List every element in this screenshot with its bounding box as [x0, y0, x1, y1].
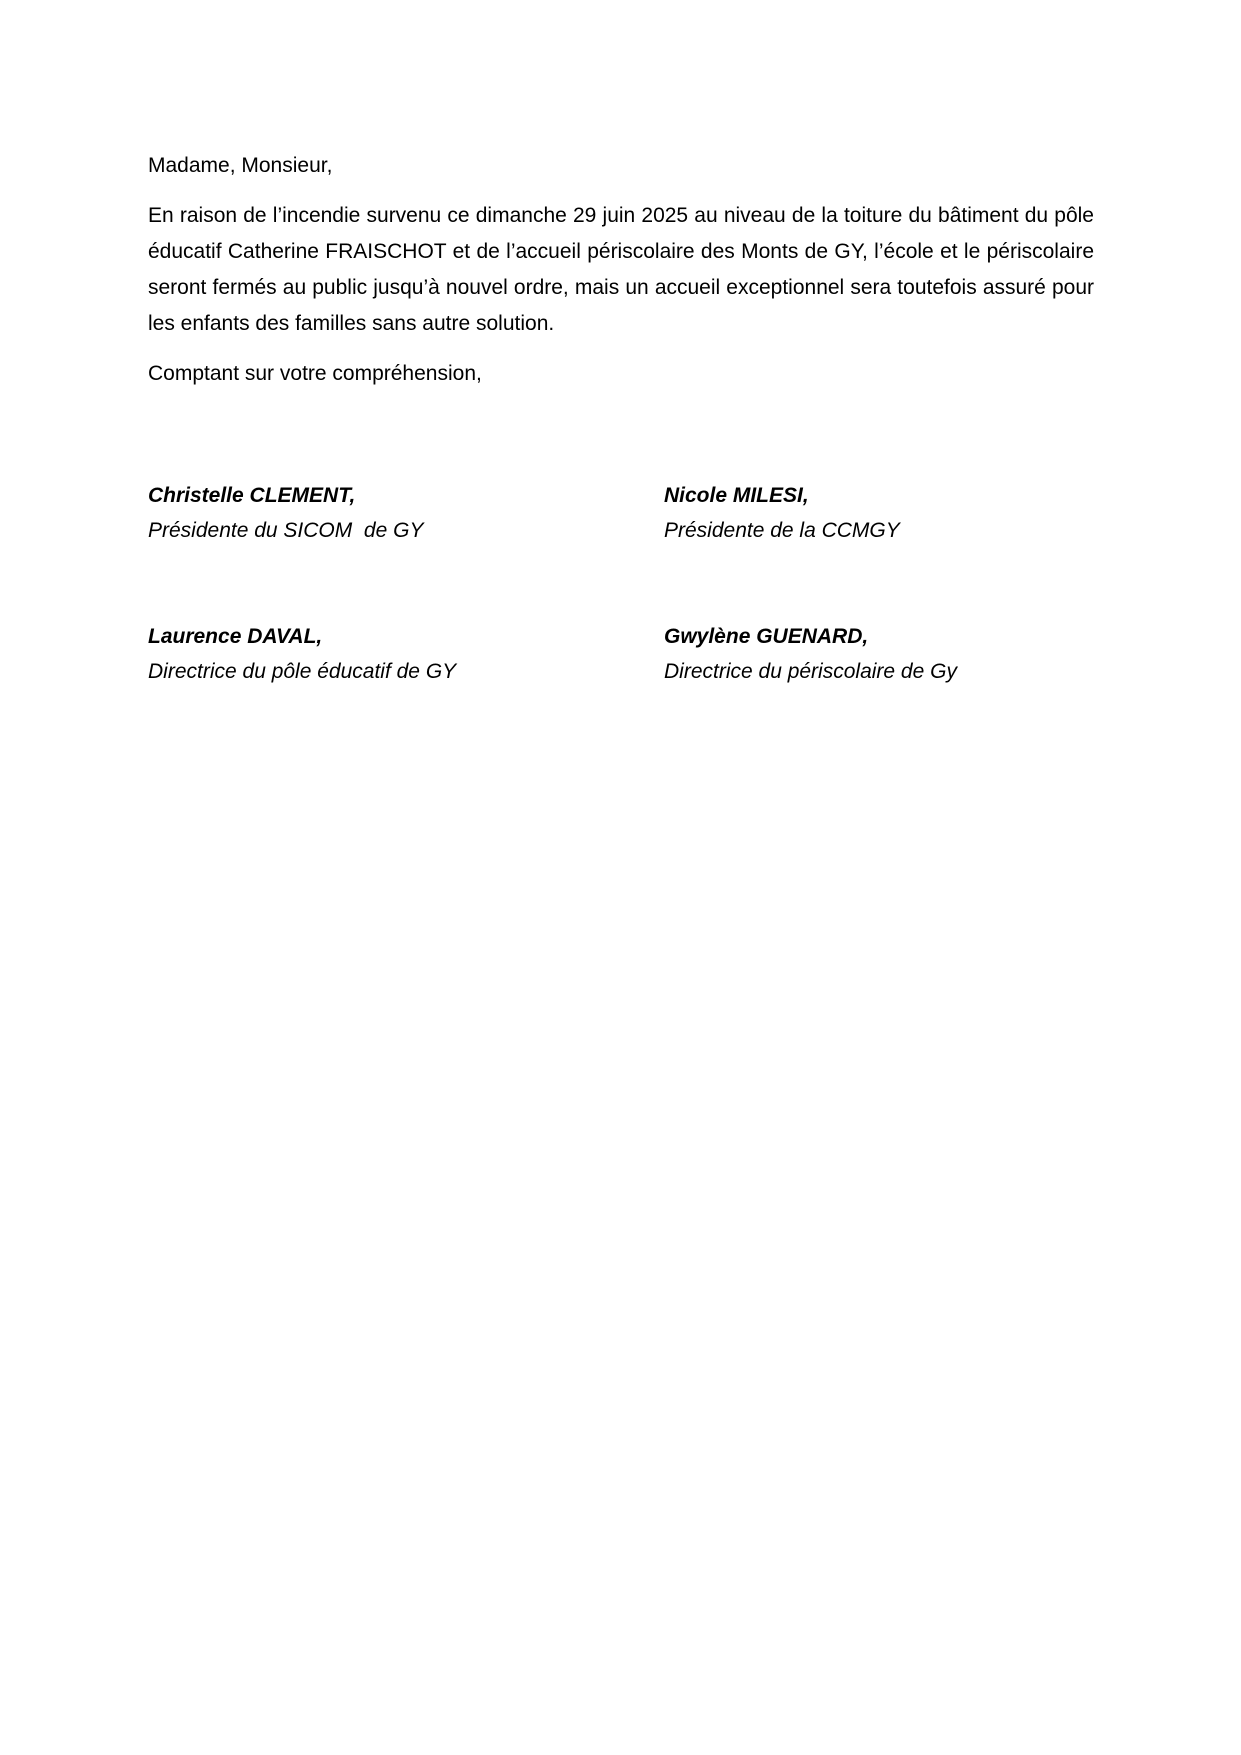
- signature-block: [664, 478, 1094, 548]
- signature-block: [664, 619, 1094, 689]
- signature-block: [148, 478, 664, 548]
- signature-row: [148, 478, 1094, 548]
- signatory-name: Christelle CLEMENT,: [148, 484, 356, 507]
- signature-row: [148, 619, 1094, 689]
- main-paragraph: En raison de l’incendie survenu ce dimanche 29 juin 2025 au niveau de la toiture du bâtiment du pôle éducatif Catherine FRAISCHOT et de l’accueil périscolaire des Monts de GY, l’école et le périscolaire seront fermés au public jusqu’à nouvel ordre, mais un accueil exceptionnel sera toutefois assuré pour les enfants des familles sans autre solution.: [148, 204, 1094, 335]
- signatory-role: Présidente du SICOM de GY: [148, 519, 424, 542]
- signatory-name: Laurence DAVAL,: [148, 625, 323, 648]
- closing-line: Comptant sur votre compréhension,: [148, 362, 482, 385]
- signatory-role: Directrice du périscolaire de Gy: [664, 660, 957, 683]
- letter-body: [148, 148, 1094, 392]
- signatory-role: Présidente de la CCMGY: [664, 519, 900, 542]
- salutation: Madame, Monsieur,: [148, 154, 333, 177]
- signatures: [148, 478, 1094, 760]
- signatory-name: Nicole MILESI,: [664, 484, 809, 507]
- signatory-role: Directrice du pôle éducatif de GY: [148, 660, 457, 683]
- signatory-name: Gwylène GUENARD,: [664, 625, 869, 648]
- signature-block: [148, 619, 664, 689]
